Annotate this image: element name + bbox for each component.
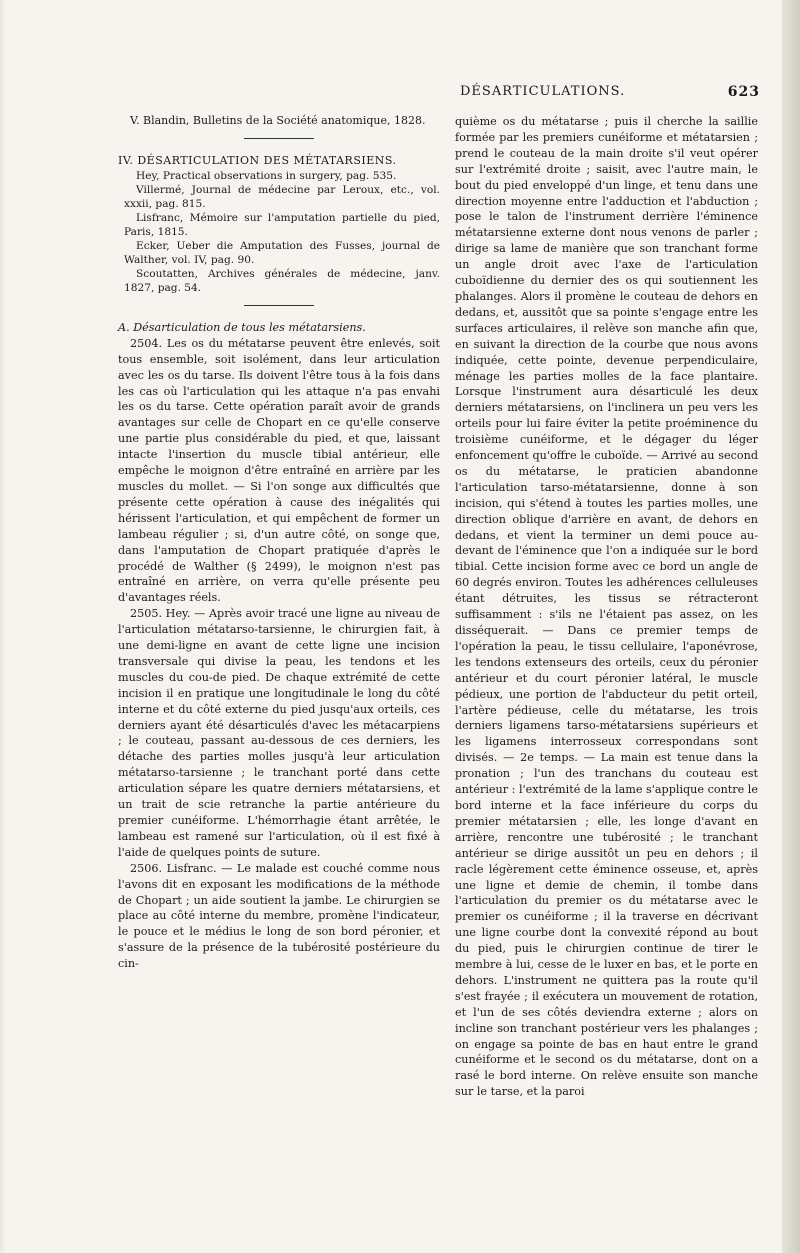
left-column (118, 114, 440, 972)
paragraph: 2505. Hey. — Après avoir tracé une ligne au niveau de l'articulation métatarso-tarsienne, le chirurgien fait, à une demi-ligne en avant de cette ligne une incision transversale qui divise la peau, les tendons et les muscles du cou-de pied. De chaque extrémité de cette incision il en pratique une longitudinale le long du côté interne et du côté externe du pied jusqu'aux orteils, ces derniers ayant été désarticulés d'avec les métacarpiens ; le couteau, passant au-dessous de ces derniers, les détache des parties molles jusqu'à leur articulation métatarso-tarsienne ; le tranchant porté dans cette articulation sépare les quatre derniers métatarsiens, et un trait de scie retranche la partie antérieure du premier cunéiforme. L'hémorrhagie étant arrêtée, le lambeau est ramené sur l'articulation, où il est fixé à l'aide de quelques points de suture. (118, 607, 440, 859)
page-left-edge (0, 0, 6, 1253)
running-title: DÉSARTICULATIONS. (460, 84, 626, 99)
section-heading: IV. DÉSARTICULATION DES MÉTATARSIENS. (118, 154, 397, 167)
page-right-edge (782, 0, 800, 1253)
paragraph: 2506. Lisfranc. — Le malade est couché comme nous l'avons dit en exposant les modifications de la méthode de Chopart ; un aide soutient la jambe. Le chirurgien se place au côté interne du membre, promène l'indicateur, le pouce et le médius le long de son bord péronier, et s'assure de la présence de la tubérosité postérieure du cin- (118, 861, 440, 971)
top-reference: V. Blandin, Bulletins de la Société anatomique, 1828. (130, 114, 426, 127)
running-header (110, 84, 760, 108)
paragraph: quième os du métatarse ; puis il cherche la saillie formée par les premiers cunéiforme et métatarsien ; prend le couteau de la main droite s'il veut opérer sur l'extrémité droite ; saisit, avec l'autre main, le bout du pied enveloppé d'un linge, et tenu dans une direction moyenne entre l'adduction et l'abduction ; pose le talon de l'instrument derrière l'éminence métatarsienne externe dont nous venons de parler ; dirige sa lame de manière que son tranchant forme un angle droit avec l'axe de l'articulation cuboïdienne du dernier des os qui soutiennent les phalanges. Alors il promène le couteau de dehors en dedans, et, aussitôt que sa pointe s'engage entre les surfaces articulaires, il relève son manche afin que, en suivant la direction de la courbe que nous avons indiquée, cette pointe, devenue perpendiculaire, ménage les parties molles de la face plantaire. Lorsque l'instrument aura désarticulé les deux derniers métatarsiens, on l'inclinera un peu vers les orteils pour lui faire éviter la petite proéminence du troisième cunéiforme, et le dégager du léger enfoncement qu'offre le cuboïde. — Arrivé au second os du métatarse, le praticien abandonne l'articulation tarso-métatarsienne, donne à son incision, qui s'étend à toutes les parties molles, une direction oblique d'arrière en avant, de dehors en dedans, et vient la terminer un demi pouce au-devant de l'éminence que l'on a indiquée sur le bord tibial. Cette incision forme avec ce bord un angle de 60 degrés environ. Toutes les adhérences celluleuses étant détruites, les tissus se rétracteront suffisamment : s'ils ne l'étaient pas assez, on les disséquerait. — Dans ce premier temps de l'opération la peau, le tissu cellulaire, l'aponévrose, les tendons extenseurs des orteils, ceux du péronier antérieur et du court péronier latéral, le muscle pédieux, une portion de l'abducteur du petit orteil, l'artère pédieuse, celle du métatarse, les trois derniers ligamens tarso-métatarsiens supérieurs et les ligamens interrosseux correspondans sont divisés. — 2e temps. — La main est tenue dans la pronation ; l'un des tranchans du couteau est antérieur : l'extrémité de la lame s'applique contre le bord interne et la face inférieure du corps du premier métatarsien ; elle, les longe d'avant en arrière, rencontre une tubérosité ; le tranchant antérieur se dirige aussitôt un peu en dehors ; il racle légèrement cette éminence osseuse, et, après une ligne et demie de chemin, il tombe dans l'articulation du premier os du métatarse avec le premier os cunéiforme ; il la traverse en décrivant une ligne courbe dont la convexité répond au bout du pied, puis le chirurgien continue de tirer le membre à lui, cesse de le luxer en bas, et le porte en dehors. L'instrument ne quittera pas la route qu'il s'est frayée ; il exécutera un mouvement de rotation, et l'un de ses côtés deviendra externe ; alors on incline son tranchant postérieur vers les phalanges ; on engage sa pointe de bas en haut entre le grand cunéiforme et le second os du métatarse, dont on a rasé le bord interne. On relève ensuite son manche sur le tarse, et la paroi (455, 115, 758, 1099)
right-column (455, 114, 758, 1100)
divider-rule (244, 305, 314, 306)
reference-item: Scoutatten, Archives générales de médecine, janv. 1827, pag. 54. (124, 267, 440, 294)
reference-list (118, 169, 440, 295)
reference-item: Lisfranc, Mémoire sur l'amputation partielle du pied, Paris, 1815. (124, 211, 440, 238)
paragraph: 2504. Les os du métatarse peuvent être enlevés, soit tous ensemble, soit isolément, dans leur articulation avec les os du tarse. Ils doivent l'être tous à la fois dans les cas où l'articulation qui les attaque n'a pas envahi les os du tarse. Cette opération paraît avoir de grands avantages sur celle de Chopart en ce qu'elle conserve une partie plus considérable du pied, et que, laissant intacte l'insertion du muscle tibial antérieur, elle empêche le moignon d'être entraîné en arrière par les muscles du mollet. — Si l'on songe aux difficultés que présente cette opération à cause des inégalités qui hérissent l'articulation, et qui empêchent de former un lambeau régulier ; si, d'un autre côté, on songe que, dans l'amputation de Chopart pratiquée d'après le procédé de Walther (§ 2499), le moignon n'est pas entraîné en arrière, on verra qu'elle présente peu d'avantages réels. (118, 336, 440, 605)
subheading: A. Désarticulation de tous les métatarsiens. (118, 320, 366, 334)
divider-rule (244, 138, 314, 139)
reference-item: Villermé, Journal de médecine par Leroux, etc., vol. xxxii, pag. 815. (124, 183, 440, 210)
reference-item: Ecker, Ueber die Amputation des Fusses, journal de Walther, vol. IV, pag. 90. (124, 239, 440, 266)
reference-item: Hey, Practical observations in surgery, pag. 535. (136, 169, 397, 182)
page-number: 623 (727, 84, 760, 100)
